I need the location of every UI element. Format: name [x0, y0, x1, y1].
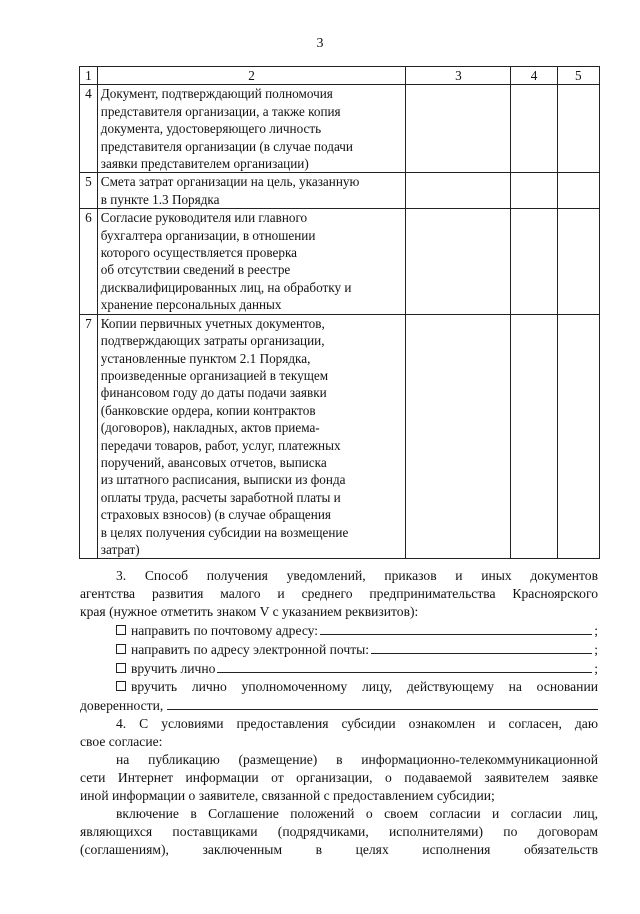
table-header-row: [80, 67, 600, 85]
option-label: вручить лично уполномоченному лицу, действующему на основании: [131, 679, 598, 694]
checkbox-icon[interactable]: [116, 681, 126, 691]
row-document-description: Копии первичных учетных документов, подтверждающих затраты организации, установленные пунктом 2.1 Порядка, произведенные организацией в текущем финансовом году до даты подачи заявки (банковские ордера, копии контрактов (договоров), накладных, актов приема- передачи товаров, работ, услуг, платежных поручений, авансовых отчетов, выписка из штатного расписания, выписки из фонда оплаты труда, расчеты заработной платы и страховых взносов) (в случае обращения в целях получения субсидии на возмещение затрат): [97, 314, 406, 559]
option-label: вручить лично: [131, 661, 216, 676]
option-email-address[interactable]: [80, 640, 598, 659]
table-row: [80, 85, 600, 173]
option-label: направить по адресу электронной почты:: [131, 642, 370, 657]
document-body: [80, 567, 598, 859]
row-document-description: Документ, подтверждающий полномочия представителя организации, а также копия документа, удостоверяющего личность представителя организации (в случае подачи заявки представителем организации): [97, 85, 406, 173]
row-empty-cell: [557, 173, 599, 209]
row-empty-cell: [511, 173, 557, 209]
table-row: [80, 209, 600, 314]
documents-table: [79, 66, 600, 559]
header-col-5: 5: [557, 67, 599, 85]
option-hand-deliver[interactable]: [80, 659, 598, 678]
checkbox-icon[interactable]: [116, 663, 126, 673]
section4-para1-line3: иной информации о заявителе, связанной с предоставлением субсидии;: [80, 788, 495, 803]
checkbox-icon[interactable]: [116, 644, 126, 654]
section4-para1-line2: сети Интернет информации от организации, о подаваемой заявителем заявке: [80, 770, 598, 785]
option-postal-address[interactable]: [80, 621, 598, 640]
row-empty-cell: [406, 209, 511, 314]
section3-line1: 3. Способ получения уведомлений, приказов и иных документов: [116, 568, 598, 583]
fill-in-line[interactable]: [320, 621, 592, 635]
option-authorized-person[interactable]: [80, 678, 598, 696]
row-empty-cell: [557, 314, 599, 559]
option-end: ;: [594, 661, 598, 676]
row-empty-cell: [511, 209, 557, 314]
checkbox-icon[interactable]: [116, 625, 126, 635]
option-end: ;: [594, 623, 598, 638]
section4-line1: 4. С условиями предоставления субсидии ознакомлен и согласен, даю: [116, 716, 598, 731]
row-number: 5: [80, 173, 98, 209]
row-document-description: Согласие руководителя или главного бухгалтера организации, в отношении которого осуществляется проверка об отсутствии сведений в реестре дисквалифицированных лиц, на обработку и хранение персональных данных: [97, 209, 406, 314]
section3-line2: агентства развития малого и среднего предпринимательства Красноярского: [80, 586, 598, 601]
row-empty-cell: [557, 209, 599, 314]
header-col-2: 2: [97, 67, 406, 85]
section4-line2: свое согласие:: [80, 734, 163, 749]
row-number: 4: [80, 85, 98, 173]
section4-para2-line2: являющихся поставщиками (подрядчиками, исполнителями) по договорам: [80, 824, 598, 839]
row-empty-cell: [406, 85, 511, 173]
section4-para1-line1: на публикацию (размещение) в информационно-телекоммуникационной: [116, 752, 598, 767]
section4-para2-line1: включение в Соглашение положений о своем согласии и согласии лиц,: [116, 806, 598, 821]
row-number: 6: [80, 209, 98, 314]
section3-line3: края (нужное отметить знаком V с указанием реквизитов):: [80, 604, 419, 619]
table-row: [80, 173, 600, 209]
section4-para2-line3: (соглашениям), заключенным в целях исполнения обязательств: [80, 842, 598, 857]
row-empty-cell: [406, 314, 511, 559]
fill-in-line[interactable]: [167, 696, 598, 710]
fill-in-line[interactable]: [217, 659, 592, 673]
header-col-1: 1: [80, 67, 98, 85]
option-label: направить по почтовому адресу:: [131, 623, 319, 638]
row-number: 7: [80, 314, 98, 559]
row-empty-cell: [511, 85, 557, 173]
row-empty-cell: [406, 173, 511, 209]
table-row: [80, 314, 600, 559]
row-empty-cell: [557, 85, 599, 173]
option-label: доверенности,: [80, 698, 164, 713]
header-col-4: 4: [511, 67, 557, 85]
option-authorized-person-cont: [80, 696, 598, 715]
option-end: ;: [594, 642, 598, 657]
page-number: 3: [316, 36, 324, 51]
row-empty-cell: [511, 314, 557, 559]
row-document-description: Смета затрат организации на цель, указанную в пункте 1.3 Порядка: [97, 173, 406, 209]
header-col-3: 3: [406, 67, 511, 85]
fill-in-line[interactable]: [371, 640, 592, 654]
